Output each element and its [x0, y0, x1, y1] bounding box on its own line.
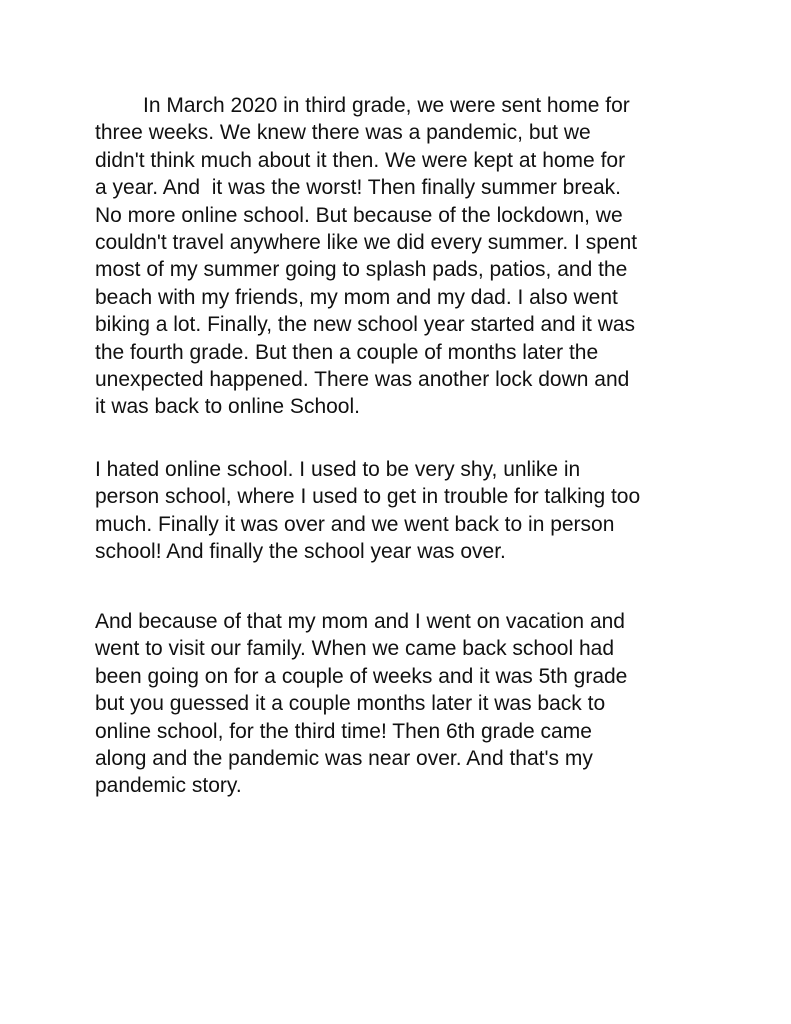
text-line: a year. And it was the worst! Then finally summer break.: [95, 176, 622, 200]
text-line: the fourth grade. But then a couple of months later the: [95, 340, 599, 364]
text-line: it was back to online School.: [95, 395, 360, 419]
text-line: been going on for a couple of weeks and it was 5th grade: [95, 664, 628, 688]
text-line: school! And finally the school year was over.: [95, 540, 506, 564]
text-line: No more online school. But because of the lockdown, we: [95, 203, 623, 227]
text-line: In March 2020 in third grade, we were sent home for: [143, 94, 630, 117]
text-line: along and the pandemic was near over. And that's my: [95, 746, 593, 770]
text-line: much. Finally it was over and we went back to in person: [95, 512, 615, 536]
paragraph-3: [95, 608, 627, 800]
text-line: biking a lot. Finally, the new school year started and it was: [95, 313, 636, 337]
paragraph-2: [95, 456, 640, 566]
text-line: couldn't travel anywhere like we did every summer. I spent: [95, 230, 638, 254]
text-line: person school, where I used to get in trouble for talking too: [95, 485, 641, 509]
text-line: online school, for the third time! Then 6th grade came: [95, 719, 592, 743]
text-line: beach with my friends, my mom and my dad. I also went: [95, 285, 618, 309]
text-line: pandemic story.: [95, 774, 242, 798]
text-line: And because of that my mom and I went on vacation and: [95, 610, 625, 633]
text-line: most of my summer going to splash pads, patios, and the: [95, 258, 628, 282]
text-line: didn't think much about it then. We were kept at home for: [95, 148, 626, 172]
text-line: three weeks. We knew there was a pandemic, but we: [95, 121, 591, 145]
text-line: went to visit our family. When we came back school had: [95, 637, 615, 661]
text-line: but you guessed it a couple months later it was back to: [95, 692, 606, 716]
text-line: I hated online school. I used to be very shy, unlike in: [95, 458, 581, 481]
paragraph-1: [95, 92, 637, 421]
text-line: unexpected happened. There was another lock down and: [95, 367, 630, 391]
